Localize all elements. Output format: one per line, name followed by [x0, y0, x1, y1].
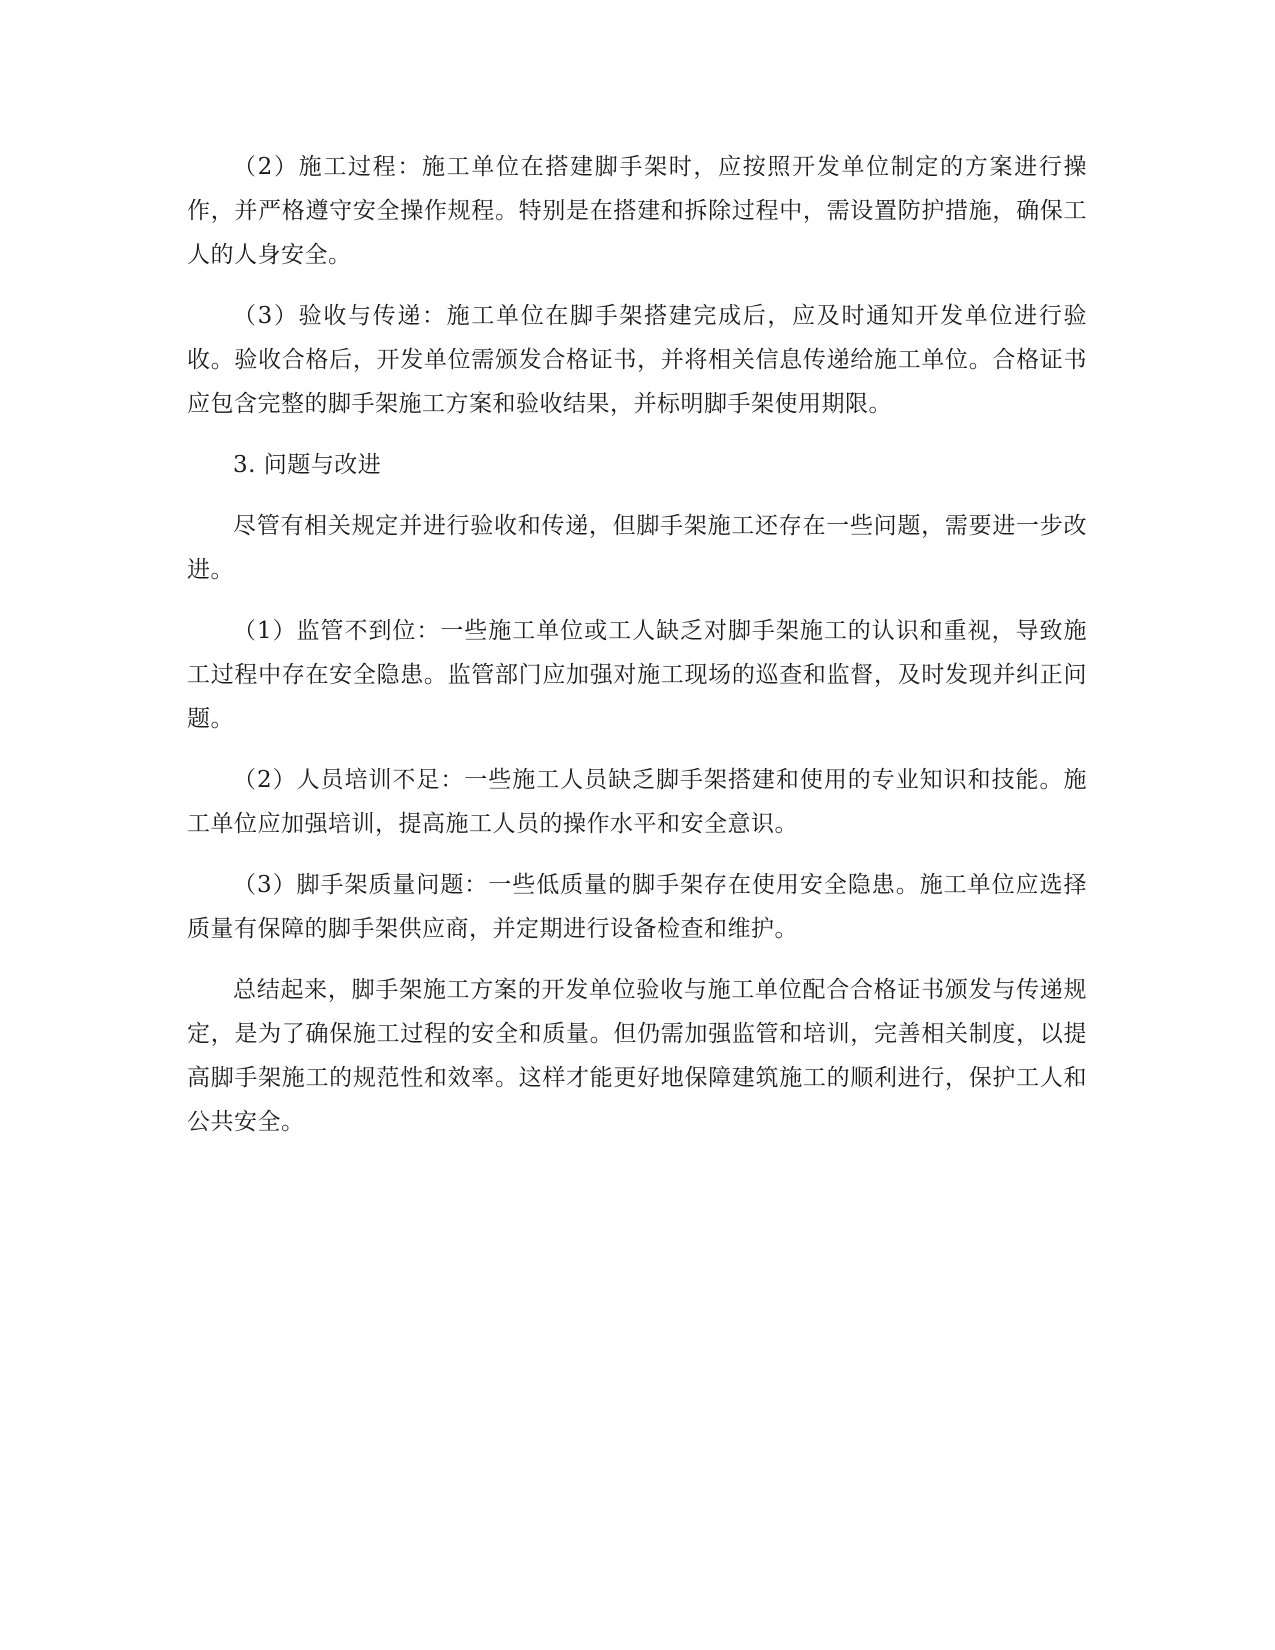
paragraph-quality: （3）脚手架质量问题：一些低质量的脚手架存在使用安全隐患。施工单位应选择质量有保障的脚手架供应商，并定期进行设备检查和维护。 [187, 872, 1087, 942]
paragraph-training: （2）人员培训不足：一些施工人员缺乏脚手架搭建和使用的专业知识和技能。施工单位应加强培训，提高施工人员的操作水平和安全意识。 [187, 767, 1087, 837]
section-heading-problems-improvements: 3. 问题与改进 [233, 452, 382, 478]
paragraph-acceptance-transfer: （3）验收与传递：施工单位在脚手架搭建完成后，应及时通知开发单位进行验收。验收合格后，开发单位需颁发合格证书，并将相关信息传递给施工单位。合格证书应包含完整的脚手架施工方案和验收结果，并标明脚手架使用期限。 [187, 303, 1087, 417]
paragraph-supervision: （1）监管不到位：一些施工单位或工人缺乏对脚手架施工的认识和重视，导致施工过程中存在安全隐患。监管部门应加强对施工现场的巡查和监督，及时发现并纠正问题。 [187, 618, 1087, 732]
paragraph-conclusion: 总结起来，脚手架施工方案的开发单位验收与施工单位配合合格证书颁发与传递规定，是为了确保施工过程的安全和质量。但仍需加强监管和培训，完善相关制度，以提高脚手架施工的规范性和效率。这样才能更好地保障建筑施工的顺利进行，保护工人和公共安全。 [187, 977, 1087, 1135]
paragraph-construction-process: （2）施工过程：施工单位在搭建脚手架时，应按照开发单位制定的方案进行操作，并严格遵守安全操作规程。特别是在搭建和拆除过程中，需设置防护措施，确保工人的人身安全。 [187, 154, 1087, 268]
document-body [187, 145, 1087, 1161]
paragraph-intro-problems: 尽管有相关规定并进行验收和传递，但脚手架施工还存在一些问题，需要进一步改进。 [187, 513, 1087, 583]
